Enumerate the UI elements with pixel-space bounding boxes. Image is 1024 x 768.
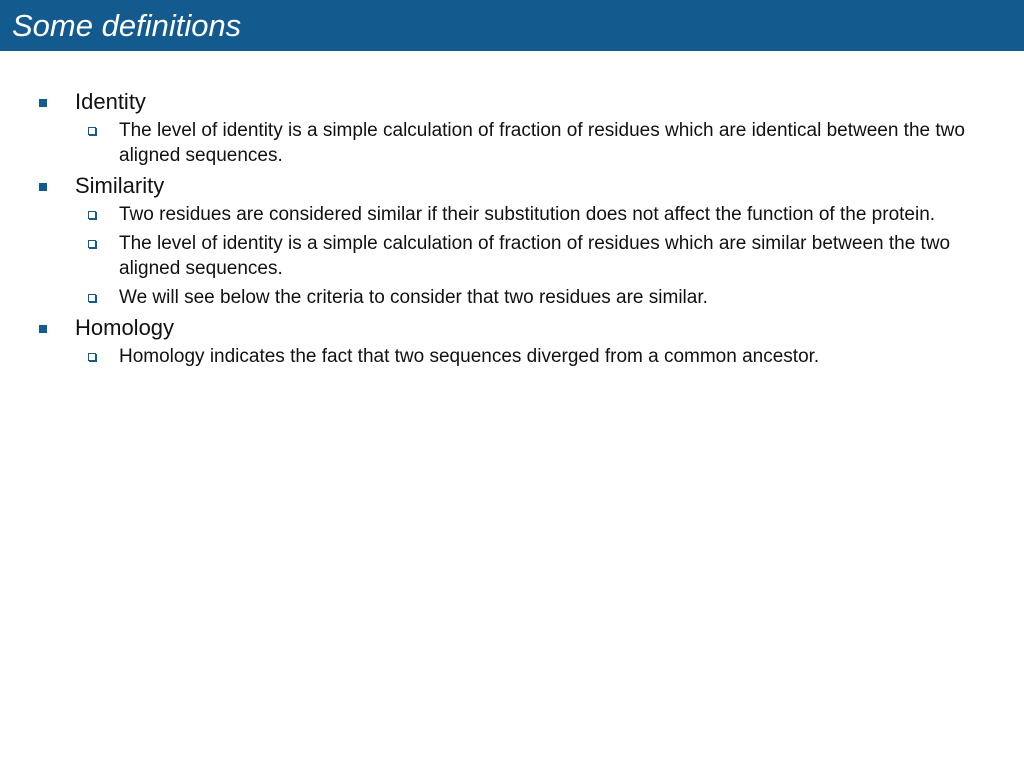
hollow-square-bullet-icon <box>88 353 96 361</box>
sub-bullet-item <box>0 285 1024 310</box>
square-bullet-icon <box>39 325 47 333</box>
title-bar <box>0 0 1024 51</box>
sub-bullet-text: The level of identity is a simple calculation of fraction of residues which are identical between the two aligned sequences. <box>119 120 965 166</box>
sub-bullet-item <box>0 344 1024 369</box>
hollow-square-bullet-icon <box>88 240 96 248</box>
section-heading-label: Homology <box>75 315 175 340</box>
section-heading-label: Identity <box>75 89 146 114</box>
section-heading-identity <box>0 88 1024 116</box>
sub-bullet-text: Two residues are considered similar if their substitution does not affect the function of the protein. <box>119 204 936 225</box>
section-heading-homology <box>0 314 1024 342</box>
sub-bullet-text: The level of identity is a simple calculation of fraction of residues which are similar between the two aligned sequences. <box>119 233 951 279</box>
sub-bullet-item <box>0 118 1024 168</box>
hollow-square-bullet-icon <box>88 127 96 135</box>
square-bullet-icon <box>39 99 47 107</box>
sub-bullet-text: Homology indicates the fact that two sequences diverged from a common ancestor. <box>119 346 820 367</box>
square-bullet-icon <box>39 183 47 191</box>
slide-title: Some definitions <box>12 8 242 43</box>
hollow-square-bullet-icon <box>88 294 96 302</box>
sub-bullet-item <box>0 202 1024 227</box>
hollow-square-bullet-icon <box>88 211 96 219</box>
sub-bullet-item <box>0 231 1024 281</box>
slide-content <box>0 84 1024 373</box>
sub-bullet-text: We will see below the criteria to consider that two residues are similar. <box>119 287 708 308</box>
section-heading-similarity <box>0 172 1024 200</box>
section-heading-label: Similarity <box>75 173 165 198</box>
